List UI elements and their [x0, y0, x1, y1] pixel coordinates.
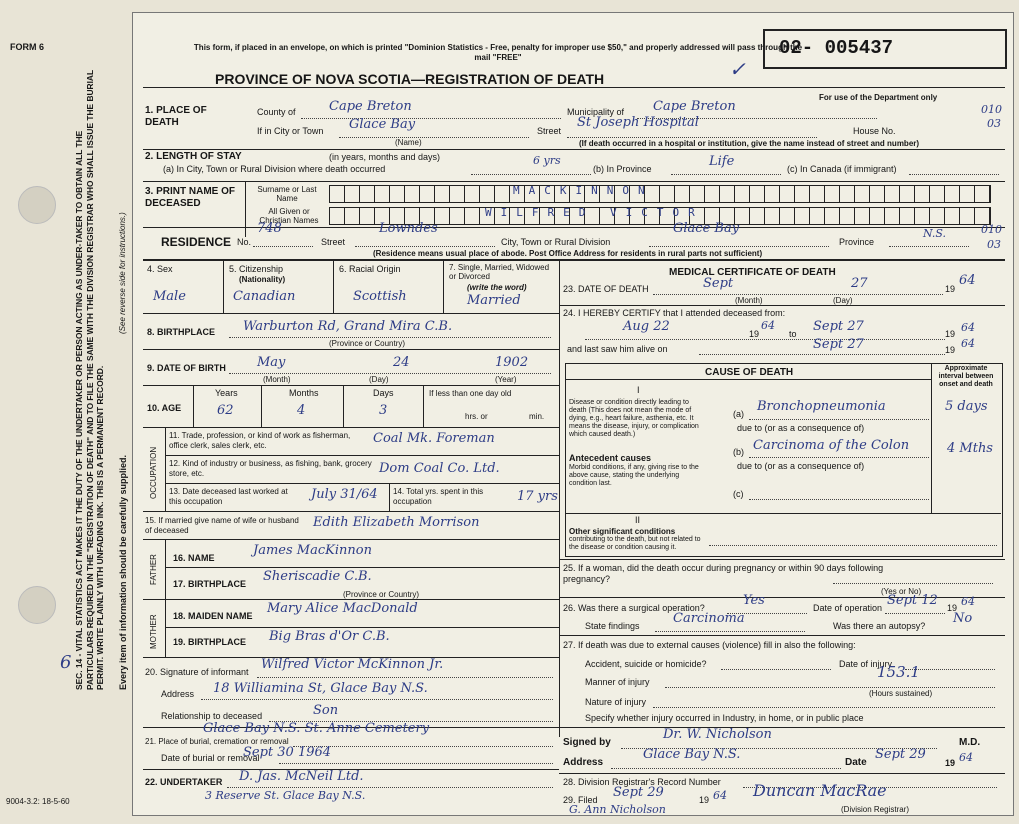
statute-text: SEC. 14 - VITAL STATISTICS ACT MAKES IT THE DUTY OF THE UNDERTAKER OR PERSON ACTING AS UNDER-TAKER TO OBTAIN ALL THE PARTICULARS REQUIRED IN THE "REGISTRATION OF DEATH" AND TO FILE THE SAME WITH THE DIVISION REGISTRAR WHO SHALL ISSUE THE BURIAL PERMIT. WRITE PLAINLY WITH UNFADING INK. THIS IS A PERMANENT RECORD.: [74, 70, 106, 690]
last-worked-value: July 31/64: [311, 487, 378, 502]
given-value: WILFRED VICTOR: [485, 206, 704, 219]
marital-value: Married: [467, 293, 521, 308]
residence-label: RESIDENCE: [161, 235, 232, 249]
surname-value: MACKINNON: [513, 184, 654, 197]
reverse-note: (See reverse side for instructions.): [118, 212, 127, 334]
form-title: PROVINCE OF NOVA SCOTIA—REGISTRATION OF DEATH: [215, 71, 605, 87]
form-number: FORM 6: [10, 42, 45, 52]
filed-by: G. Ann Nicholson: [569, 803, 666, 816]
physician-date: Sept 29: [875, 747, 926, 762]
medical-title: MEDICAL CERTIFICATE OF DEATH: [669, 267, 836, 278]
stay-a-value: 6 yrs: [533, 154, 561, 167]
residence-street: Lowndes: [379, 221, 438, 236]
mother-name: Mary Alice MacDonald: [267, 601, 418, 616]
physician-address: Glace Bay N.S.: [643, 747, 741, 762]
undertaker-name: D. Jas. McNeil Ltd.: [239, 769, 364, 784]
cause-b: Carcinoma of the Colon: [753, 438, 910, 453]
death-year: 64: [959, 273, 976, 288]
hospital-note: (If death occurred in a hospital or institution, give the name instead of street and number): [579, 139, 920, 148]
birthplace-value: Warburton Rd, Grand Mira C.B.: [243, 319, 453, 334]
county-label: County of: [257, 107, 296, 117]
municipality-label: Municipality of: [567, 107, 625, 117]
occupation-group-label: OCCUPATION: [149, 446, 158, 499]
deceased-label: 3. PRINT NAME OF DECEASED: [145, 186, 236, 209]
registration-number: 02- 005437: [779, 37, 894, 59]
res-code-1: 010: [981, 223, 1002, 236]
residence-province: N.S.: [923, 227, 947, 240]
death-month: Sept: [703, 276, 734, 291]
informant-relationship: Son: [313, 703, 339, 718]
stay-b-value: Life: [709, 154, 735, 169]
mail-notice: This form, if placed in an envelope, on which is printed "Dominion Statistics - Free, penalty for improper use $50," and properly addressed will pass through the mail "FREE": [193, 43, 803, 62]
county-value: Cape Breton: [329, 99, 412, 114]
surname-label: Surname or Last Name: [257, 185, 317, 203]
burial-date: Sept 30 1964: [243, 745, 332, 760]
informant-address: 18 Williamina St, Glace Bay N.S.: [213, 681, 428, 696]
autopsy-value: No: [953, 611, 973, 626]
stay-c-label: (c) In Canada (if immigrant): [787, 164, 897, 174]
interval-b: 4 Mths: [947, 441, 993, 456]
residence-note: (Residence means usual place of abode. Post Office Address for residents in rural parts not sufficient): [373, 249, 763, 258]
street-label: Street: [537, 126, 562, 136]
op-date: Sept 12: [887, 593, 938, 608]
check-mark: ✓: [729, 57, 746, 81]
binder-hole-bottom: [18, 586, 56, 624]
last-saw: Sept 27: [813, 337, 864, 352]
total-years-value: 17 yrs: [517, 489, 558, 504]
binder-hole-top: [18, 186, 56, 224]
instruction-text: Every item of information should be carefully supplied.: [118, 454, 128, 690]
given-label: All Given or Christian Names: [259, 207, 319, 225]
municipality-value: Cape Breton: [653, 99, 736, 114]
undertaker-address: 3 Reserve St. Glace Bay N.S.: [205, 789, 366, 802]
dept-use: For use of the Department only: [819, 93, 938, 102]
sex-value: Male: [153, 289, 186, 304]
physician-signature: Dr. W. Nicholson: [663, 727, 772, 742]
margin-mark: 6: [60, 652, 72, 673]
trade-value: Coal Mk. Foreman: [373, 431, 495, 446]
burial-place: Glace Bay N.S. St. Anne Cemetery: [203, 721, 430, 736]
cause-code: 153.1: [877, 663, 920, 681]
death-day: 27: [851, 276, 868, 291]
city-label: If in City or Town: [257, 126, 324, 136]
dept-code-1: 010: [981, 103, 1002, 116]
father-birthplace: Sheriscadie C.B.: [263, 569, 372, 584]
mother-birthplace: Big Bras d'Or C.B.: [269, 629, 390, 644]
dob-day: 24: [393, 355, 410, 370]
stay-b-label: (b) In Province: [593, 164, 652, 174]
dob-year: 1902: [495, 355, 529, 370]
residence-no: 748: [257, 221, 282, 236]
informant-signature: Wilfred Victor McKinnon Jr.: [261, 657, 444, 672]
age-years: 62: [217, 403, 234, 418]
cause-title: CAUSE OF DEATH: [705, 367, 794, 378]
house-label: House No.: [853, 126, 896, 136]
street-value: St Joseph Hospital: [577, 115, 699, 130]
stay-label: 2. LENGTH OF STAY: [145, 151, 242, 162]
dept-code-2: 03: [987, 117, 1001, 130]
registrar-signature: Duncan MacRae: [753, 781, 887, 800]
res-code-2: 03: [987, 238, 1001, 251]
age-months: 4: [297, 403, 306, 418]
spouse-value: Edith Elizabeth Morrison: [313, 515, 480, 530]
industry-value: Dom Coal Co. Ltd.: [379, 461, 500, 476]
residence-city: Glace Bay: [673, 221, 740, 236]
print-code: 9004-3.2: 18-5-60: [6, 797, 70, 806]
attend-to: Sept 27: [813, 319, 864, 334]
stay-a-label: (a) In City, Town or Rural Division where death occurred: [163, 164, 386, 174]
surname-grid: [329, 185, 991, 203]
surgical-value: Yes: [743, 593, 765, 608]
citizenship-value: Canadian: [233, 289, 296, 304]
attend-from: Aug 22: [623, 319, 670, 334]
form-sheet: This form, if placed in an envelope, on which is printed "Dominion Statistics - Free, penalty for improper use $50," and properly addressed will pass through the mail "FREE" PROVINCE OF NOVA SCOTIA—REGISTRATION OF DEATH 02- 005437 ✓ For use of the Department only 1. PLACE OF DEATH County of Cape Breton Municipality of Cape Breton 010 03 If in City or Town Glace Bay (Name) Street St Joseph Hospital House No. (If death occurred in a hospital or institution, give the name instead of street and number) 2. LENGTH OF STAY (in years, months and days) (a) In City, Town or Rural Division where death occurred 6 yrs (b) In Province Life (c) In Canada (if immigrant) 3. PRINT NAME OF DECEASED Surname or Last Name MACKINNON All Given or Christian Names WILFRED VICTOR RESIDENCE No. 748 Street Lowndes City, Town or Rural Division Glace Bay Province N.S. 010 03 (Residence means usual place of abode. Post Office Address for residents in rural parts not sufficient) 4. Sex Male 5. Citizenship (Nationality) Canadian 6. Racial Origin Scottish 7. Single, Married, Widowed or Divorced (write the word) Married 8. BIRTHPLACE Warburton Rd, Grand Mira C.B. (Province or Country) 9. DATE OF BIRTH May 24 1902 (Month) (Day) (Year) 10. AGE Years Months Days 62 4 3 If less than one day old hrs. or min. OCCUPATION 11. Trade, profession, or kind of work as fisherman, office clerk, sales clerk, etc. Coal Mk. Foreman 12. Kind of industry or business, as fishing, bank, grocery store, etc. Dom Coal Co. Ltd. 13. Date deceased last worked at this occupation July 31/64 14. Total yrs. spent in this occupation 17 yrs 15. If married give name of wife or husband of deceased Edith Elizabeth Morrison FATHER 16. NAME James MacKinnon 17. BIRTHPLACE Sheriscadie C.B. (Province or Country) MOTHER 18. MAIDEN NAME Mary Alice MacDonald 19. BIRTHPLACE Big Bras d'Or C.B. 20. Signature of informant Wilfred Victor McKinnon Jr. Address 18 Williamina St, Glace Bay N.S. Relationship to deceased Son 21. Place of burial, cremation or removal Glace Bay N.S. St. Anne Cemetery Date of burial or removal Sept 30 1964 22. UNDERTAKER D. Jas. McNeil Ltd. 3 Reserve St. Glace Bay N.S. MEDICAL CERTIFICATE OF DEATH 23. DATE OF DEATH Sept 27 19 64 (Month) (Day) 24. I HEREBY CERTIFY that I attended deceased from: Aug 22 19 64 to Sept 27 19 64 and last saw him alive on Sept 27 19 64 CAUSE OF DEATH Approximate interval between onset and death I Disease or condition directly leading to death (This does not mean the mode of dying, e.g., heart failure, asthenia, etc. It means the disease, injury, or complication which caused death.) (a) Bronchopneumonia 5 days due to (or as a consequence of) Antecedent causes Morbid conditions, if any, giving rise to the above cause, stating the underlying condition last. (b) Carcinoma of the Colon 4 Mths due to (or as a consequence of) (c) II Other significant conditions contributing to the death, but not related to the disease or condition causing it. 25. If a woman, did the death occur during pregnancy or within 90 days following pregnancy? (Yes or No) 26. Was there a surgical operation? Yes Date of operation Sept 12 19 64 State findings Carcinoma Was there an autopsy? No 27. If death was due to external causes (violence) fill in also the following: Accident, suicide or homicide? Date of injury Manner of injury 153.1 (Hours sustained) Nature of injury Specify whether injury occurred in Industry, in home, or in public place Signed by Dr. W. Nicholson M.D. Address Glace Bay N.S. Date Sept 29 19 64 28. Division Registrar's Record Number 29. Filed Sept 29 19 64 Duncan MacRae (Division Registrar) G. Ann Nicholson: [132, 12, 1014, 816]
filed-date: Sept 29: [613, 785, 664, 800]
age-days: 3: [379, 403, 388, 418]
interval-a: 5 days: [945, 399, 988, 414]
dob-month: May: [257, 355, 286, 370]
origin-value: Scottish: [353, 289, 407, 304]
city-value: Glace Bay: [349, 117, 416, 132]
cause-a: Bronchopneumonia: [757, 399, 886, 414]
findings-value: Carcinoma: [673, 611, 745, 626]
place-label: 1. PLACE OF DEATH: [145, 105, 207, 128]
father-name: James MacKinnon: [253, 543, 372, 558]
